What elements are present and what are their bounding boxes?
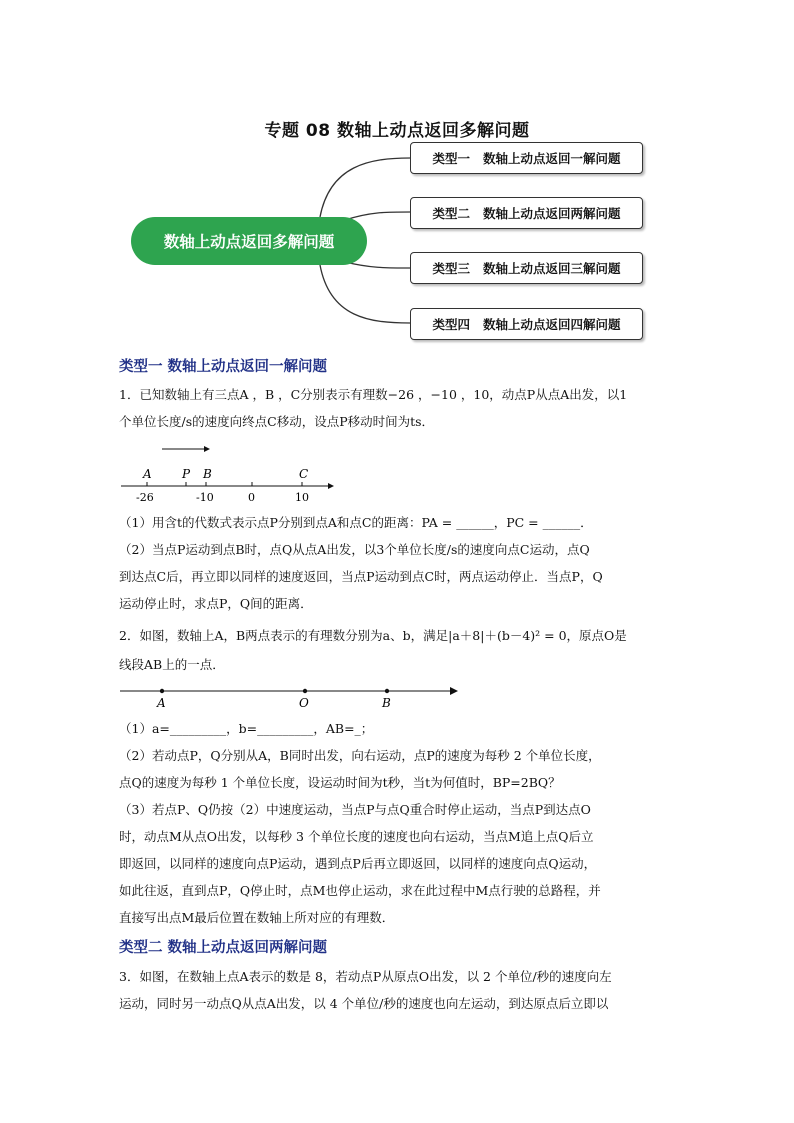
q1-part-1: （1）用含t的代数式表示点P分别到点A和点C的距离：PA = ______，PC = ______． xyxy=(119,515,593,530)
q3-stem-line-2: 运动，同时另一动点Q从点A出发，以 4 个单位/秒的速度也向左运动，到达原点后立即以 xyxy=(119,996,609,1011)
q2-part-3-line-1: （3）若点P、Q仍按（2）中速度运动，当点P与点Q重合时停止运动，当点P到达点O xyxy=(119,802,591,817)
mindmap-branch-1: 类型一 数轴上动点返回一解问题 xyxy=(410,142,643,174)
section-heading-1: 类型一 数轴上动点返回一解问题 xyxy=(119,359,328,375)
q1-axis-label-B: B xyxy=(203,467,212,481)
page-title: 专题 08 数轴上动点返回多解问题 xyxy=(264,121,530,141)
q1-axis-number: -10 xyxy=(196,491,214,504)
q2-part-3-line-3: 即返回，以同样的速度向点P运动，遇到点P后再立即返回，以同样的速度向点Q运动， xyxy=(119,856,597,871)
q1-axis-number: 0 xyxy=(248,491,255,504)
q2-stem-line-1: 2．如图，数轴上A，B两点表示的有理数分别为a、b，满足|a＋8|＋(b－4)² = 0，原点O是 xyxy=(119,628,627,643)
q1-stem-line-2: 个单位长度/s的速度向终点C移动，设点P移动时间为ts． xyxy=(119,414,435,429)
q1-axis-number: 10 xyxy=(295,491,309,504)
q2-part-2-line-1: （2）若动点P，Q分别从A，B同时出发，向右运动，点P的速度为每秒 2 个单位长度， xyxy=(119,748,601,763)
mindmap-connectors xyxy=(0,0,794,360)
mindmap-center-node: 数轴上动点返回多解问题 xyxy=(131,217,367,265)
q1-axis-label-C: C xyxy=(299,467,309,481)
q1-stem-line-1: 1．已知数轴上有三点A ，B ，C分别表示有理数−26 ，−10 ，10，动点P从点A出发，以1 xyxy=(119,387,628,402)
q2-axis-label-A: A xyxy=(157,696,166,710)
q2-part-3-line-5: 直接写出点M最后位置在数轴上所对应的有理数． xyxy=(119,910,395,925)
q1-axis-number: -26 xyxy=(136,491,154,504)
q3-stem-line-1: 3．如图，在数轴上点A表示的数是 8，若动点P从原点O出发，以 2 个单位/秒的速度向左 xyxy=(119,969,612,984)
mindmap-branch-2: 类型二 数轴上动点返回两解问题 xyxy=(410,197,643,229)
mindmap-branch-3: 类型三 数轴上动点返回三解问题 xyxy=(410,252,643,284)
q1-part-2-line-2: 到达点C后，再立即以同样的速度返回，当点P运动到点C时，两点运动停止．当点P，Q xyxy=(119,569,603,584)
q1-part-2-line-3: 运动停止时，求点P，Q间的距离． xyxy=(119,596,313,611)
q1-axis-label-P: P xyxy=(182,467,191,481)
q2-part-1: （1）a=_________，b=_________，AB=_； xyxy=(119,721,374,736)
q2-part-3-line-4: 如此往返，直到点P，Q停止时，点M也停止运动，求在此过程中M点行驶的总路程，并 xyxy=(119,883,601,898)
section-heading-2: 类型二 数轴上动点返回两解问题 xyxy=(119,940,328,956)
q2-number-line xyxy=(110,680,470,710)
mindmap-branch-4: 类型四 数轴上动点返回四解问题 xyxy=(410,308,643,340)
q2-part-2-line-2: 点Q的速度为每秒 1 个单位长度，设运动时间为t秒，当t为何值时，BP=2BQ？ xyxy=(119,775,561,790)
q1-axis-label-A: A xyxy=(143,467,152,481)
q2-axis-label-B: B xyxy=(382,696,391,710)
q1-number-line xyxy=(110,440,350,506)
q1-part-2-line-1: （2）当点P运动到点B时，点Q从点A出发，以3个单位长度/s的速度向点C运动，点Q xyxy=(119,542,590,557)
q2-stem-line-2: 线段AB上的一点． xyxy=(119,657,225,672)
q2-axis-label-O: O xyxy=(299,696,309,710)
q2-part-3-line-2: 时，动点M从点O出发，以每秒 3 个单位长度的速度也向右运动，当点M追上点Q后立 xyxy=(119,829,594,844)
